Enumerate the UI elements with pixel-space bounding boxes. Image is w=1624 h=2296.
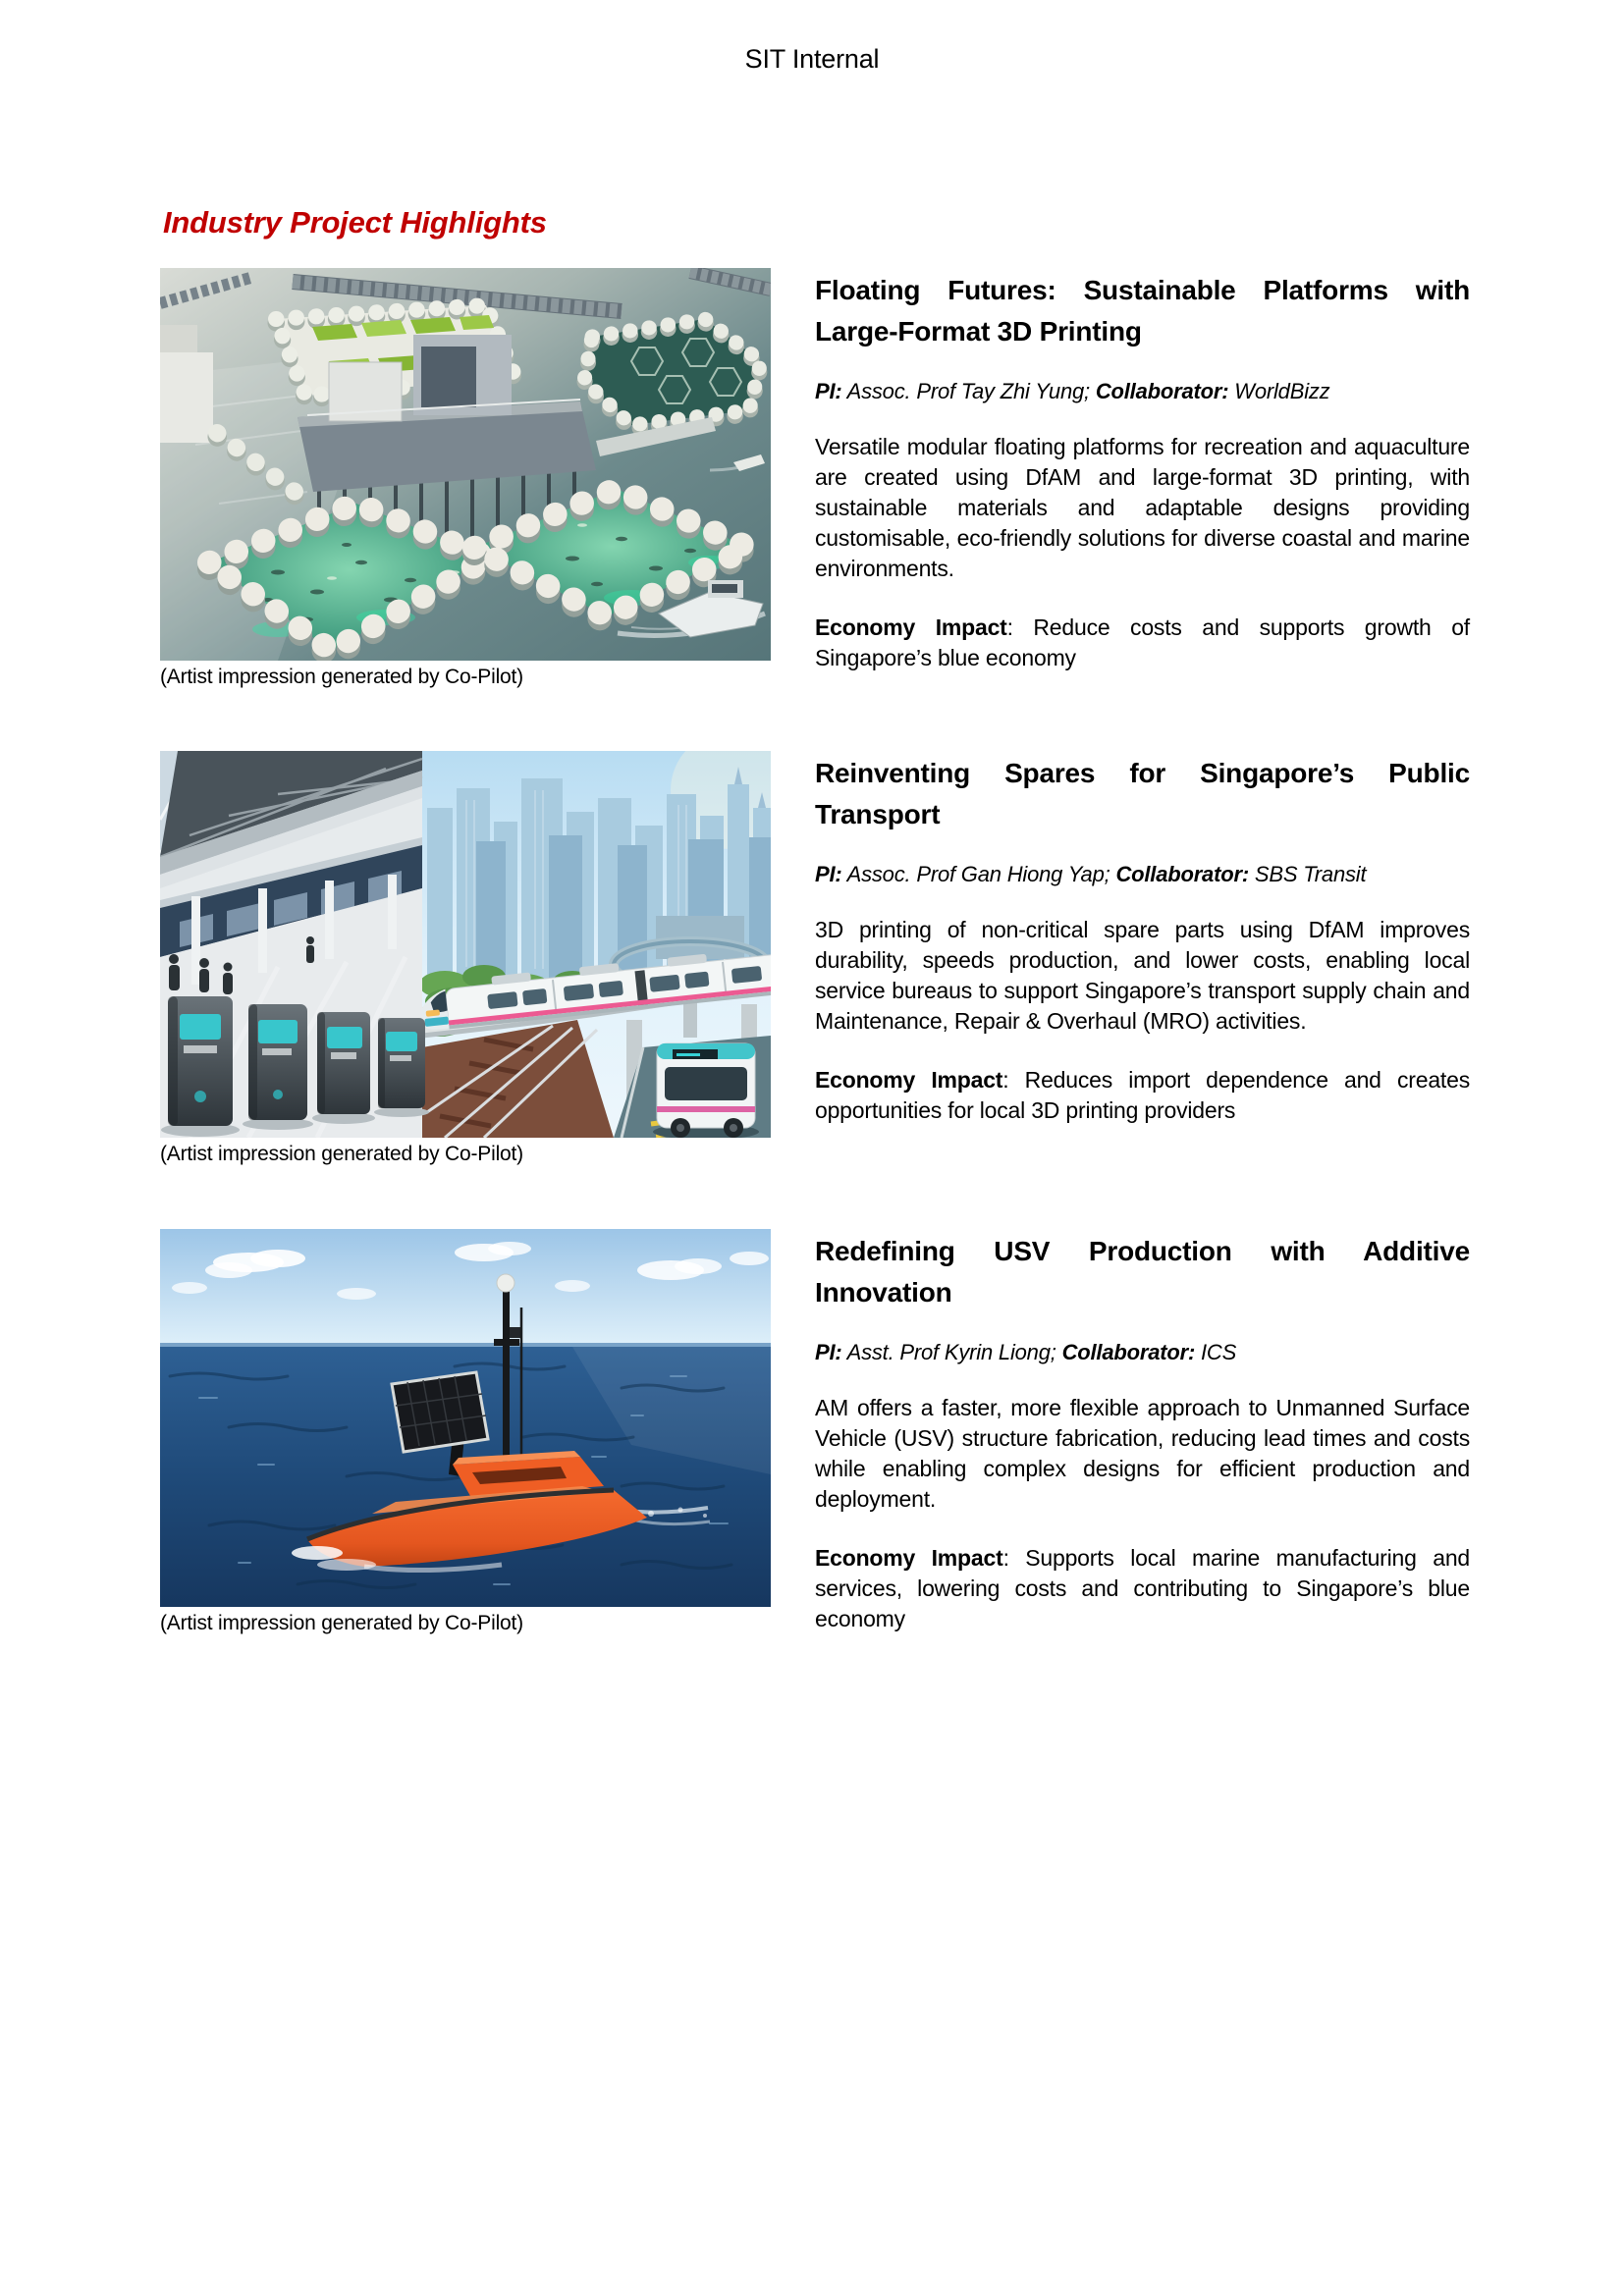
project-figure <box>160 751 771 1167</box>
project-title: Reinventing Spares for Singapore’s Public Transport <box>815 758 1470 829</box>
project-text <box>815 1229 1470 1634</box>
gps-dome <box>497 1274 514 1292</box>
economy-impact: Economy Impact: Reduces import dependence and creates opportunities for local 3D printing providers <box>815 1067 1470 1123</box>
project-row <box>160 1229 1470 1636</box>
pi-line: PI: Assoc. Prof Tay Zhi Yung; Collaborator: WorldBizz <box>815 379 1330 403</box>
project-description: Versatile modular floating platforms for recreation and aquaculture are created using DfAM and large-format 3D printing, with sustainable materials and adaptable designs providing customisable, eco-friendly solutions for diverse coastal and marine environments. <box>815 434 1470 581</box>
floating-platforms-image <box>160 268 771 661</box>
usv-boat-image <box>160 1229 771 1607</box>
economy-impact: Economy Impact: Supports local marine manufacturing and services, lowering costs and contributing to Singapore’s blue economy <box>815 1545 1470 1631</box>
project-figure <box>160 268 771 690</box>
city-scene <box>414 751 771 1138</box>
classification-header: SIT Internal <box>744 44 880 74</box>
hexagon-net-pen <box>584 319 761 429</box>
pi-line: PI: Assoc. Prof Gan Hiong Yap; Collaborator: SBS Transit <box>815 862 1367 886</box>
image-caption: (Artist impression generated by Co-Pilot) <box>160 1612 523 1634</box>
image-caption: (Artist impression generated by Co-Pilot) <box>160 1143 523 1165</box>
project-row <box>160 751 1470 1167</box>
project-description: AM offers a faster, more flexible approach to Unmanned Surface Vehicle (USV) structure fabrication, reducing lead times and costs while enabling complex designs for efficient production and deployment. <box>815 1395 1470 1512</box>
section-title: Industry Project Highlights <box>163 205 547 240</box>
mast <box>503 1290 510 1472</box>
project-figure <box>160 1229 771 1636</box>
project-title: Floating Futures: Sustainable Platforms with Large-Format 3D Printing <box>815 275 1470 347</box>
content-area <box>160 268 1470 1636</box>
project-title: Redefining USV Production with Additive Innovation <box>815 1236 1470 1308</box>
public-transport-image <box>160 751 771 1138</box>
project-row <box>160 268 1470 690</box>
pi-line: PI: Asst. Prof Kyrin Liong; Collaborator: ICS <box>815 1340 1237 1364</box>
project-description: 3D printing of non-critical spare parts using DfAM improves durability, speeds production, and lower costs, enabling local service bureaus to support Singapore’s transport supply chain and Maintenance, Repair & Overhaul (MRO) activities. <box>815 917 1470 1034</box>
image-caption: (Artist impression generated by Co-Pilot) <box>160 666 523 688</box>
project-text <box>815 268 1470 673</box>
project-text <box>815 751 1470 1126</box>
economy-impact: Economy Impact: Reduce costs and supports growth of Singapore’s blue economy <box>815 614 1470 670</box>
bus <box>653 1043 759 1138</box>
station-scene <box>160 751 429 1138</box>
